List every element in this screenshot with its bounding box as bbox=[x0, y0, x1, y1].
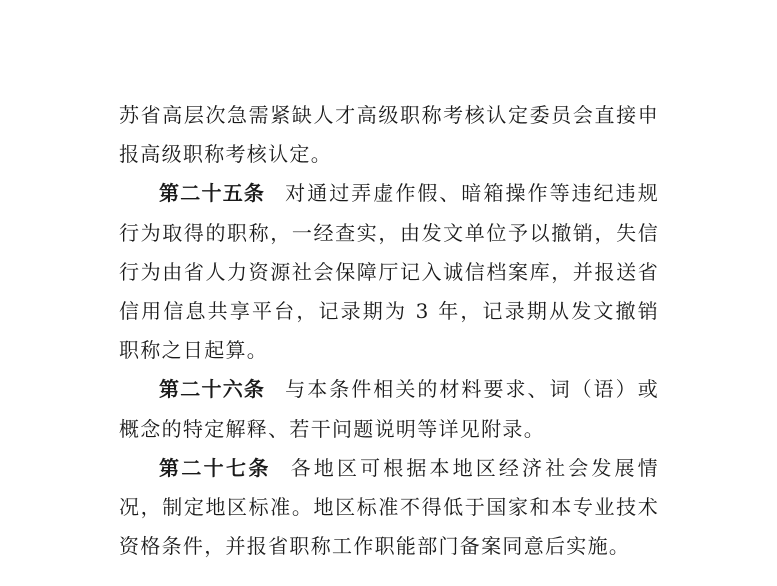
article-26 bbox=[119, 370, 659, 448]
paragraph-text: 苏省高层次急需紧缺人才高级职称考核认定委员会直接申报高级职称考核认定。 bbox=[119, 103, 659, 167]
article-25 bbox=[119, 174, 659, 370]
article-number: 第二十五条 bbox=[159, 181, 266, 206]
article-number: 第二十六条 bbox=[159, 377, 266, 402]
article-text: 各地区可根据本地区经济社会发展情况，制定地区标准。地区标准不得低于国家和本专业技术资格条件，并报省职称工作职能部门备案同意后实施。 bbox=[119, 455, 659, 559]
article-text: 对通过弄虚作假、暗箱操作等违纪违规行为取得的职称，一经查实，由发文单位予以撤销，失信行为由省人力资源社会保障厅记入诚信档案库，并报送省信用信息共享平台，记录期为 3 年，记录期从发文撤销职称之日起算。 bbox=[119, 181, 659, 363]
article-number: 第二十七条 bbox=[159, 455, 271, 480]
document-page bbox=[119, 96, 659, 566]
article-27 bbox=[119, 449, 659, 567]
article-text: 与本条件相关的材料要求、词（语）或概念的特定解释、若干问题说明等详见附录。 bbox=[119, 377, 659, 441]
paragraph-continuation bbox=[119, 96, 659, 174]
